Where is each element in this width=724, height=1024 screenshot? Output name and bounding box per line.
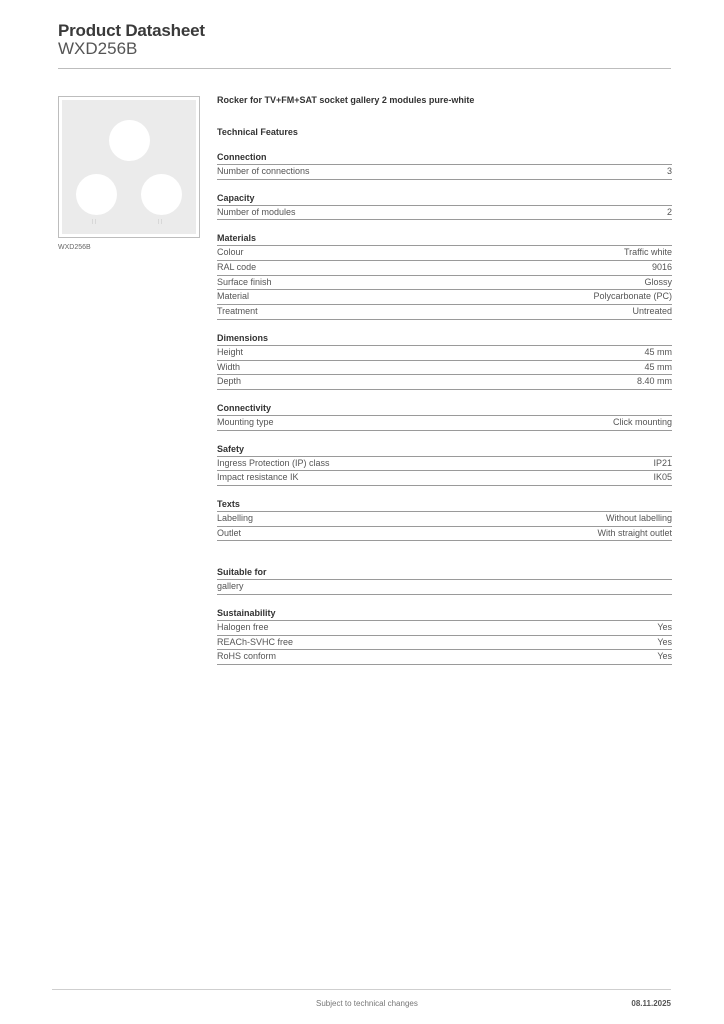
section-title: Sustainability	[217, 608, 672, 621]
footer-note: Subject to technical changes	[316, 999, 418, 1008]
plate-mark-left: | |	[92, 219, 96, 225]
spec-label: Impact resistance IK	[217, 472, 299, 483]
spec-value: 3	[666, 166, 672, 176]
product-code: WXD256B	[58, 39, 138, 58]
section-title: Suitable for	[217, 567, 672, 580]
spec-row	[217, 527, 672, 542]
spec-row	[217, 471, 672, 486]
section-dimensions	[217, 333, 672, 390]
section-sustainability	[217, 608, 672, 665]
section-texts	[217, 499, 672, 541]
spec-row	[217, 375, 672, 390]
technical-features-heading: Technical Features	[217, 127, 298, 137]
spec-row	[217, 416, 672, 431]
spec-label: RoHS conform	[217, 651, 277, 662]
spec-value: 45 mm	[644, 346, 672, 357]
socket-hole-left	[76, 174, 117, 215]
spec-row	[217, 621, 672, 636]
socket-hole-top	[109, 120, 150, 161]
spec-value: Without labelling	[605, 512, 672, 523]
spec-label: Surface finish	[217, 276, 272, 287]
spec-value: IP21	[653, 457, 672, 468]
image-caption: WXD256B	[58, 244, 91, 251]
spec-value: 2	[666, 206, 672, 217]
spec-label: Height	[217, 346, 244, 357]
footer-divider	[52, 989, 671, 990]
spec-value: 8.40 mm	[636, 376, 672, 387]
spec-row	[217, 206, 672, 221]
product-image	[58, 96, 200, 238]
spec-value: Yes	[657, 622, 672, 632]
socket-plate	[62, 100, 196, 234]
spec-label: Depth	[217, 376, 242, 387]
spec-row	[217, 290, 672, 305]
spec-value: Traffic white	[623, 247, 672, 258]
spec-label: Number of modules	[217, 206, 296, 217]
socket-hole-right	[141, 174, 182, 215]
spec-value: IK05	[653, 472, 672, 483]
spec-label: Treatment	[217, 306, 258, 317]
spec-label: Width	[217, 361, 241, 372]
spec-row	[217, 457, 672, 472]
section-connectivity	[217, 403, 672, 431]
spec-value: Polycarbonate (PC)	[593, 291, 672, 302]
spec-label: Colour	[217, 247, 244, 258]
spec-label: Mounting type	[217, 416, 274, 427]
spec-row	[217, 580, 672, 595]
spec-value: Untreated	[632, 306, 672, 317]
section-title: Capacity	[217, 193, 672, 206]
spec-label: gallery	[217, 581, 244, 592]
section-connection	[217, 152, 672, 180]
spec-label: Ingress Protection (IP) class	[217, 457, 330, 468]
spec-value: Yes	[657, 636, 672, 647]
spec-label: Outlet	[217, 527, 242, 538]
section-title: Safety	[217, 444, 672, 457]
product-description: Rocker for TV+FM+SAT socket gallery 2 modules pure-white	[217, 95, 475, 105]
section-title: Dimensions	[217, 333, 672, 346]
spec-value: Click mounting	[612, 416, 672, 427]
section-materials	[217, 233, 672, 319]
spec-row	[217, 305, 672, 320]
spec-value: 9016	[651, 262, 672, 273]
spec-content	[217, 95, 672, 678]
spec-row	[217, 346, 672, 361]
spec-row	[217, 165, 672, 180]
section-suitable-for	[217, 567, 672, 595]
spec-label: REACh-SVHC free	[217, 636, 294, 647]
spec-label: Number of connections	[217, 166, 310, 176]
header-divider	[58, 68, 671, 69]
section-title: Texts	[217, 499, 672, 512]
spec-row	[217, 636, 672, 651]
spec-row	[217, 276, 672, 291]
spec-row	[217, 512, 672, 527]
plate-mark-right: | |	[158, 219, 162, 225]
section-capacity	[217, 193, 672, 221]
spec-row	[217, 361, 672, 376]
spec-value: Glossy	[644, 276, 672, 287]
page-title: Product Datasheet	[58, 21, 205, 40]
spec-row	[217, 246, 672, 261]
section-title: Connectivity	[217, 403, 672, 416]
spec-label: RAL code	[217, 262, 257, 273]
spec-value: With straight outlet	[597, 527, 672, 538]
spec-label: Halogen free	[217, 622, 269, 632]
spec-row	[217, 650, 672, 665]
section-title: Connection	[217, 152, 672, 165]
spec-label: Material	[217, 291, 250, 302]
spec-value: Yes	[657, 651, 672, 662]
section-safety	[217, 444, 672, 486]
spec-row	[217, 261, 672, 276]
spec-value: 45 mm	[644, 361, 672, 372]
spec-label: Labelling	[217, 512, 254, 523]
footer-date: 08.11.2025	[631, 999, 671, 1008]
section-title: Materials	[217, 233, 672, 246]
